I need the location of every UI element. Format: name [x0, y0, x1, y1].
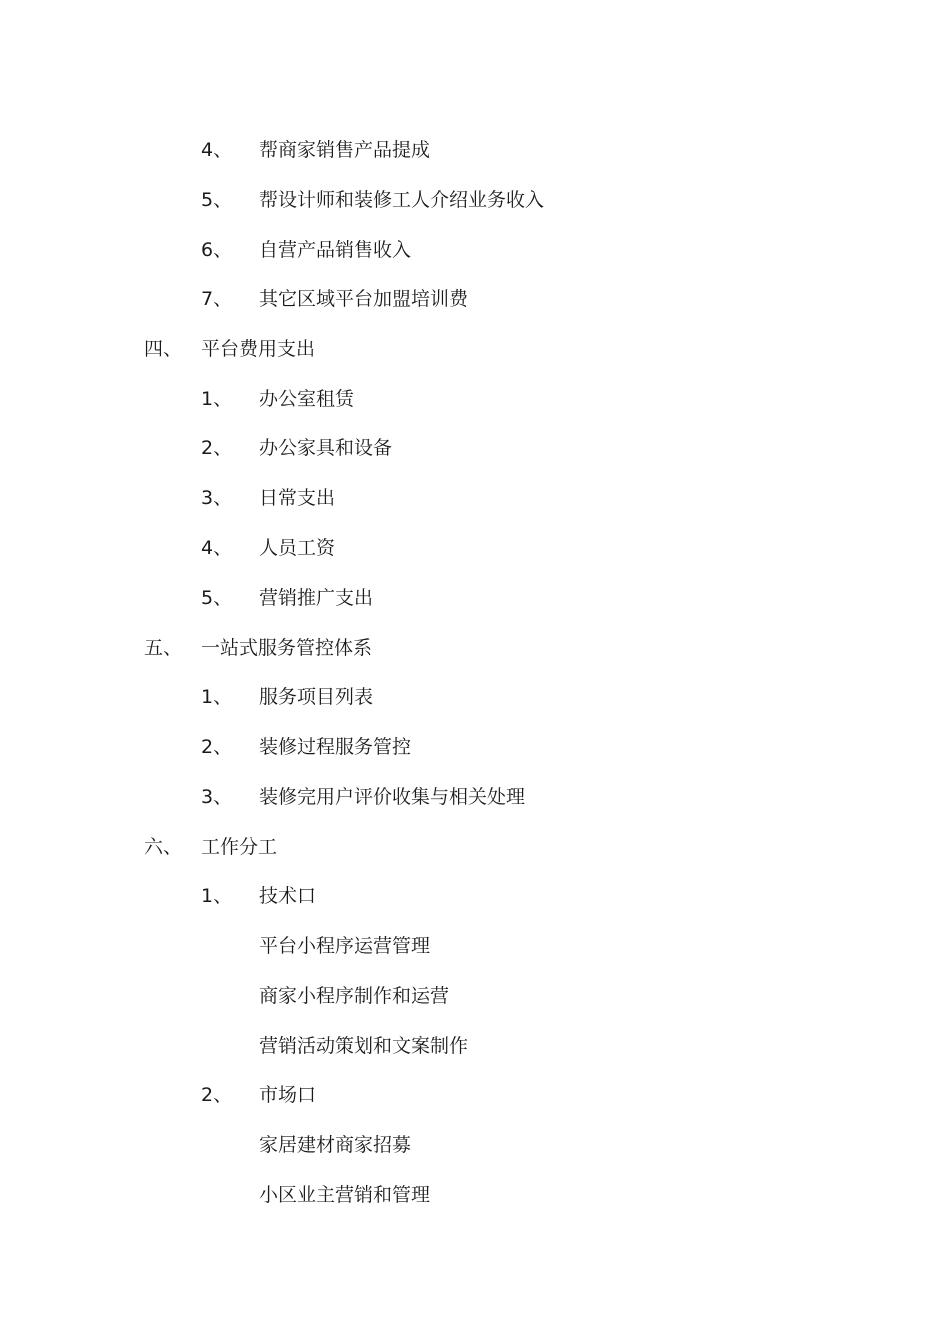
item-number: 3、: [201, 487, 233, 509]
item-text: 帮设计师和装修工人介绍业务收入: [259, 189, 545, 211]
item-number: 1、: [201, 885, 233, 907]
item-text: 自营产品销售收入: [259, 239, 412, 261]
item-text: 人员工资: [259, 537, 336, 559]
item-number: 4、: [201, 537, 233, 559]
item-text: 日常支出: [259, 487, 336, 509]
item-number: 4、: [201, 139, 233, 161]
item-number: 3、: [201, 786, 233, 808]
item-text: 装修过程服务管控: [259, 736, 412, 758]
section-title: 工作分工: [201, 836, 278, 858]
sub-item-text: 小区业主营销和管理: [259, 1184, 431, 1206]
item-text: 装修完用户评价收集与相关处理: [259, 786, 526, 808]
section-number: 四、: [144, 338, 183, 360]
section-number: 五、: [144, 637, 183, 659]
item-text: 办公室租赁: [259, 388, 355, 410]
item-number: 5、: [201, 587, 233, 609]
item-number: 6、: [201, 239, 233, 261]
sub-item-text: 营销活动策划和文案制作: [259, 1035, 469, 1057]
item-text: 办公家具和设备: [259, 437, 393, 459]
sub-item-text: 商家小程序制作和运营: [259, 985, 450, 1007]
section-title: 平台费用支出: [201, 338, 316, 360]
section-number: 六、: [144, 836, 183, 858]
sub-item-text: 平台小程序运营管理: [259, 935, 431, 957]
sub-item-text: 家居建材商家招募: [259, 1134, 412, 1156]
item-number: 1、: [201, 686, 233, 708]
item-text: 服务项目列表: [259, 686, 374, 708]
item-text: 帮商家销售产品提成: [259, 139, 431, 161]
item-number: 1、: [201, 388, 233, 410]
section-title: 一站式服务管控体系: [201, 637, 373, 659]
item-number: 7、: [201, 288, 233, 310]
item-number: 5、: [201, 189, 233, 211]
item-number: 2、: [201, 437, 233, 459]
item-number: 2、: [201, 1084, 233, 1106]
item-text: 市场口: [259, 1084, 317, 1106]
item-text: 其它区域平台加盟培训费: [259, 288, 469, 310]
item-text: 营销推广支出: [259, 587, 374, 609]
item-text: 技术口: [259, 885, 317, 907]
item-number: 2、: [201, 736, 233, 758]
